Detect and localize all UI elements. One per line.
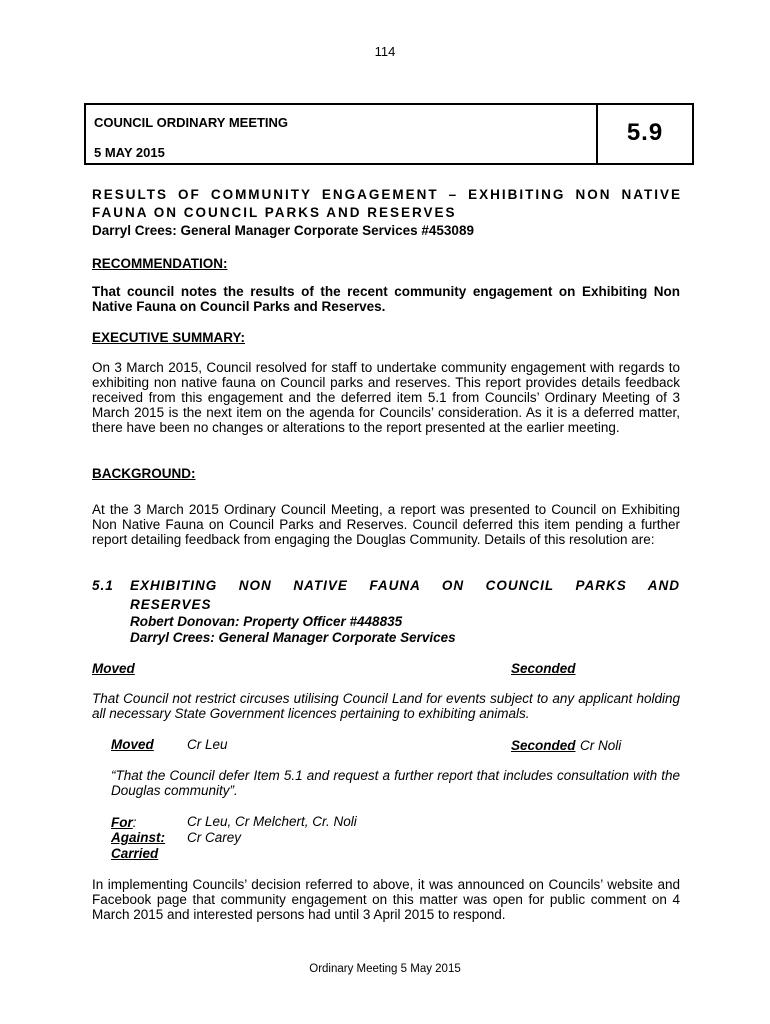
deferred-item-author1: Robert Donovan: Property Officer #448835 [130,614,403,629]
report-author: Darryl Crees: General Manager Corporate Services #453089 [92,223,474,238]
motion-text: That Council not restrict circuses utilising Council Land for events subject to any applicant holding all necessary State Government licences pertaining to exhibiting animals. [92,691,680,721]
background-heading: BACKGROUND: [92,466,196,481]
deferred-item-title-line1: EXHIBITING NON NATIVE FAUNA ON COUNCIL PARKS AND [130,578,680,593]
deferred-item-title-line2: RESERVES [130,597,212,612]
background-text: At the 3 March 2015 Ordinary Council Meeting, a report was presented to Council on Exhibiting Non Native Fauna on Council Parks and Reserves. Council deferred this item pending a further report detailing feedback from engaging the Douglas Community. Details of this resolution are: [92,502,680,547]
page-number: 114 [374,44,396,59]
executive-summary-heading: EXECUTIVE SUMMARY: [92,330,246,345]
page-footer: Ordinary Meeting 5 May 2015 [309,963,461,975]
seconded2-label: Seconded [511,738,576,753]
for-names: Cr Leu, Cr Melchert, Cr. Noli [187,814,357,829]
report-title-line2: FAUNA ON COUNCIL PARKS AND RESERVES [92,205,457,220]
report-title-line1: RESULTS OF COMMUNITY ENGAGEMENT – EXHIBITING NON NATIVE [92,187,682,202]
deferred-item-number: 5.1 [92,578,114,593]
seconded2-line [511,737,621,755]
moved2-name: Cr Leu [187,737,228,752]
seconded2-name: Cr Noli [579,738,622,753]
for-colon: : [132,815,137,830]
carried-label: Carried [111,846,159,861]
recommendation-text: That council notes the results of the recent community engagement on Exhibiting Non Native Fauna on Council Parks and Reserves. [92,284,680,314]
deferred-item-author2: Darryl Crees: General Manager Corporate Services [130,630,456,645]
for-label: For [111,815,133,830]
meeting-header-box [84,103,694,165]
meeting-date: 5 MAY 2015 [94,145,165,160]
executive-summary-text: On 3 March 2015, Council resolved for staff to undertake community engagement with regards to exhibiting non native fauna on Council parks and reserves. This report provides details feedback received from this engagement and the deferred item 5.1 from Councils’ Ordinary Meeting of 3 March 2015 is the next item on the agenda for Councils’ consideration. As it is a deferred matter, there have been no changes or alterations to the report presented at the earlier meeting. [92,360,680,435]
report-title [92,186,682,222]
recommendation-heading: RECOMMENDATION: [92,256,228,271]
meeting-name: COUNCIL ORDINARY MEETING [94,115,289,130]
against-label: Against: [111,830,165,845]
moved2-label: Moved [111,737,154,752]
seconded-label: Seconded [511,661,576,676]
item-number: 5.9 [626,119,664,146]
resolution-text: “That the Council defer Item 5.1 and request a further report that includes consultation with the Douglas community”. [111,768,680,798]
moved-label: Moved [92,661,135,676]
closing-text: In implementing Councils’ decision referred to above, it was announced on Councils’ website and Facebook page that community engagement on this matter was open for public comment on 4 March 2015 and interested persons had until 3 April 2015 to respond. [92,877,680,922]
against-names: Cr Carey [187,830,242,845]
